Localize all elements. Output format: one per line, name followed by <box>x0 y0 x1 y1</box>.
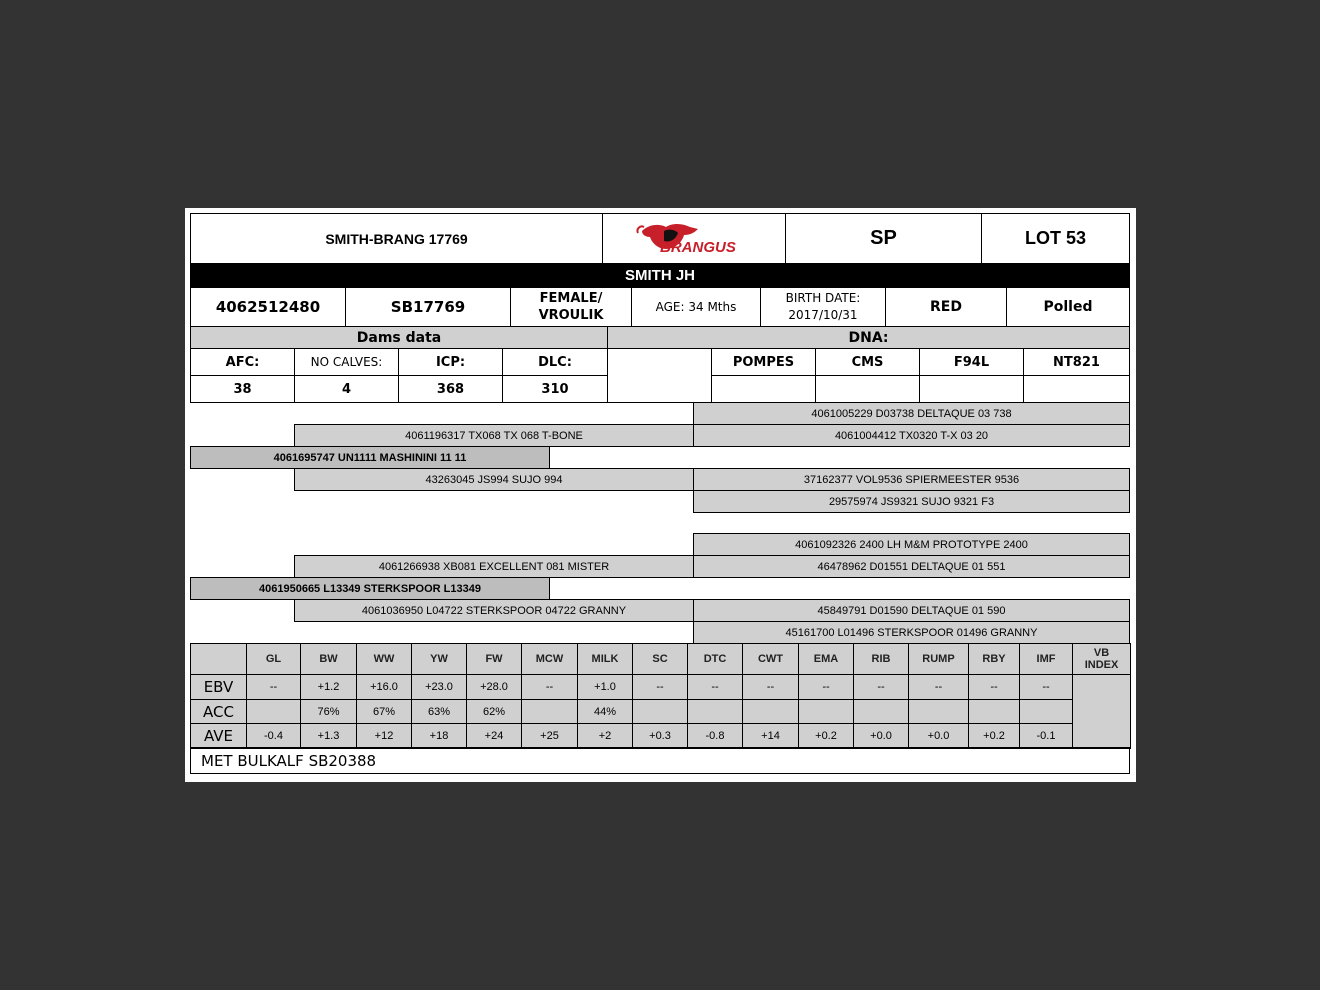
ebv-cell-ebv-rby <box>968 674 1020 700</box>
pedigree-text: 4061092326 2400 LH M&M PROTOTYPE 2400 <box>795 538 1028 551</box>
pedigree-sire-dam <box>294 468 694 491</box>
sex-line-1: FEMALE/ <box>539 291 603 306</box>
ebv-cell-acc-ema <box>798 699 854 724</box>
classification-code: SP <box>870 227 897 249</box>
ebv-cell-ebv-ema <box>798 674 854 700</box>
pedigree-text: 45849791 D01590 DELTAQUE 01 590 <box>817 604 1006 617</box>
calves-label: NO CALVES: <box>310 355 383 369</box>
ebv-cell-acc-rump <box>908 699 969 724</box>
calves-value: 4 <box>341 381 352 397</box>
ebv-cell-acc-mcw <box>521 699 578 724</box>
ebv-col-rump <box>908 643 969 675</box>
pedigree-text: 4061036950 L04722 STERKSPOOR 04722 GRANNY <box>361 604 627 617</box>
colour-cell <box>885 287 1007 327</box>
ebv-cell-ave-sc <box>632 723 688 749</box>
ebv-col-rby <box>968 643 1020 675</box>
ebv-col-mcw-text: MCW <box>535 653 564 665</box>
ebv-row-label-ebv <box>190 674 247 700</box>
vb-index-line-1: VB <box>1093 647 1110 659</box>
ebv-cell-ave-bw-text: +1.3 <box>317 730 340 742</box>
ebv-cell-ebv-dtc <box>687 674 743 700</box>
ebv-cell-acc-gl <box>246 699 301 724</box>
lot-cell <box>981 213 1130 264</box>
ebv-cell-ebv-bw <box>300 674 357 700</box>
ebv-cell-ave-gl <box>246 723 301 749</box>
ebv-cell-ave-rby-text: +0.2 <box>983 730 1005 742</box>
pedigree-sire-sire <box>294 424 694 447</box>
ebv-cell-ave-ww-text: +12 <box>374 730 394 742</box>
dams-header-icp <box>398 348 503 376</box>
dams-title-cell <box>190 326 608 349</box>
animal-id-cell <box>190 287 346 327</box>
dna-value-pompes <box>711 375 816 403</box>
sale-card <box>185 208 1136 782</box>
ebv-col-cwt-text: CWT <box>757 653 784 665</box>
vb-index-line-2: INDEX <box>1084 659 1119 671</box>
ebv-cell-ebv-imf-text: -- <box>1042 681 1050 693</box>
pedigree-text: 4061196317 TX068 TX 068 T-BONE <box>405 429 583 442</box>
dams-value-calves <box>294 375 399 403</box>
horn-status: Polled <box>1043 299 1093 315</box>
dams-header-afc <box>190 348 295 376</box>
ebv-cell-ave-mcw-text: +25 <box>540 730 559 742</box>
registration-number: SB17769 <box>390 298 466 316</box>
dna-header-pompes <box>711 348 816 376</box>
breeder-name: SMITH JH <box>624 267 695 284</box>
birth-date-cell <box>760 287 886 327</box>
ebv-col-bw-text: BW <box>319 653 338 665</box>
pedigree-text: 45161700 L01496 STERKSPOOR 01496 GRANNY <box>785 626 1038 639</box>
ebv-col-yw <box>411 643 467 675</box>
ebv-cell-ebv-rump <box>908 674 969 700</box>
ebv-col-gl-text: GL <box>265 653 282 665</box>
ebv-row-label-acc <box>190 699 247 724</box>
afc-label: AFC: <box>225 354 260 370</box>
ebv-cell-ebv-ww <box>356 674 412 700</box>
reg-cell <box>345 287 511 327</box>
pedigree-text: 4061004412 TX0320 T-X 03 20 <box>834 429 989 442</box>
pedigree-dss <box>693 533 1130 556</box>
ebv-col-cwt <box>742 643 799 675</box>
ebv-cell-ebv-mcw <box>521 674 578 700</box>
birth-date-label: BIRTH DATE: <box>785 291 861 305</box>
logo-cell <box>602 213 786 264</box>
ebv-cell-acc-ww <box>356 699 412 724</box>
ebv-col-rump-text: RUMP <box>922 653 955 665</box>
ebv-cell-ave-imf-text: -0.1 <box>1036 730 1056 742</box>
logo-text: BRANGUS <box>660 238 736 256</box>
icp-label: ICP: <box>435 354 466 370</box>
dna-value-cms <box>815 375 920 403</box>
pedigree-text: 4061950665 L13349 STERKSPOOR L13349 <box>259 582 481 595</box>
sex-cell <box>510 287 632 327</box>
ebv-cell-ave-cwt-text: +14 <box>761 730 780 742</box>
ebv-cell-ave-ema-text: +0.2 <box>815 730 837 742</box>
ebv-cell-ebv-sc-text: -- <box>656 681 664 693</box>
icp-value: 368 <box>436 381 465 397</box>
ebv-cell-ebv-sc <box>632 674 688 700</box>
ebv-col-rib-text: RIB <box>871 653 891 665</box>
ebv-col-milk-text: MILK <box>591 653 619 665</box>
dna-title-cell <box>607 326 1130 349</box>
dna-header-nt821 <box>1023 348 1130 376</box>
ebv-cell-acc-cwt <box>742 699 799 724</box>
pedigree-text: 46478962 D01551 DELTAQUE 01 551 <box>817 560 1006 573</box>
ebv-cell-ebv-bw-text: +1.2 <box>317 681 340 693</box>
ebv-cell-acc-yw-text: 63% <box>427 705 451 718</box>
ebv-col-imf <box>1019 643 1073 675</box>
ebv-cell-ebv-rby-text: -- <box>990 681 998 693</box>
ebv-cell-ebv-yw <box>411 674 467 700</box>
ebv-col-dtc <box>687 643 743 675</box>
ebv-cell-acc-bw-text: 76% <box>317 705 340 718</box>
ebv-cell-acc-yw <box>411 699 467 724</box>
ebv-cell-ave-ww <box>356 723 412 749</box>
ebv-table <box>190 643 1130 748</box>
dna-title: DNA: <box>848 329 889 346</box>
breeder-band <box>190 263 1130 288</box>
dams-value-afc <box>190 375 295 403</box>
ebv-col-ww <box>356 643 412 675</box>
ebv-cell-acc-bw <box>300 699 357 724</box>
afc-value: 38 <box>233 381 252 397</box>
dams-value-icp <box>398 375 503 403</box>
pedigree-text: 37162377 VOL9536 SPIERMEESTER 9536 <box>803 473 1020 486</box>
ebv-cell-ebv-rump-text: -- <box>934 681 943 693</box>
pedigree-dam <box>190 577 550 600</box>
pedigree-dds <box>693 599 1130 622</box>
ebv-col-vb-index <box>1072 643 1131 675</box>
pedigree-dsd <box>693 555 1130 578</box>
ebv-col-yw-text: YW <box>430 653 448 665</box>
animal-name-cell <box>190 213 603 264</box>
ebv-cell-ave-ema <box>798 723 854 749</box>
animal-name: SMITH-BRANG 17769 <box>325 230 468 247</box>
footer-note: MET BULKALF SB20388 <box>201 751 377 770</box>
birth-date: 2017/10/31 <box>788 308 858 322</box>
pedigree-sire <box>190 446 550 469</box>
ebv-cell-ave-imf <box>1019 723 1073 749</box>
ebv-col-rib <box>853 643 909 675</box>
f94l-label: F94L <box>953 354 990 370</box>
ebv-cell-ave-rump-text: +0.0 <box>927 730 950 742</box>
ebv-cell-ebv-rib-text: -- <box>877 681 885 693</box>
ebv-cell-ebv-fw <box>466 674 522 700</box>
ebv-cell-ave-milk <box>577 723 633 749</box>
ebv-col-fw-text: FW <box>485 653 503 665</box>
ebv-col-ww-text: WW <box>373 653 395 665</box>
dams-value-dlc <box>502 375 608 403</box>
dna-header-cms <box>815 348 920 376</box>
ebv-row-label-ave <box>190 723 247 749</box>
ebv-cell-ebv-mcw-text: -- <box>545 681 554 693</box>
ebv-cell-ebv-yw-text: +23.0 <box>425 681 453 693</box>
ebv-cell-ebv-fw-text: +28.0 <box>480 681 508 693</box>
ebv-cell-ave-cwt <box>742 723 799 749</box>
ebv-cell-ebv-cwt-text: -- <box>766 681 775 693</box>
pedigree-sds <box>693 468 1130 491</box>
pedigree-dam-sire <box>294 555 694 578</box>
code-cell <box>785 213 982 264</box>
ebv-cell-acc-sc <box>632 699 688 724</box>
ebv-cell-ebv-gl <box>246 674 301 700</box>
ebv-col-fw <box>466 643 522 675</box>
ebv-cell-ave-fw-text: +24 <box>484 730 504 742</box>
ebv-cell-acc-milk-text: 44% <box>593 705 617 718</box>
ebv-cell-acc-fw <box>466 699 522 724</box>
pedigree-sss <box>693 402 1130 425</box>
ebv-col-milk <box>577 643 633 675</box>
ebv-cell-ave-yw-text: +18 <box>429 730 449 742</box>
ebv-row-label-acc-text: ACC <box>203 702 234 721</box>
ebv-cell-acc-milk <box>577 699 633 724</box>
pedigree-text: 43263045 JS994 SUJO 994 <box>425 473 563 486</box>
ebv-cell-ebv-milk-text: +1.0 <box>594 681 616 693</box>
ebv-cell-acc-rib <box>853 699 909 724</box>
ebv-cell-ave-rib-text: +0.0 <box>870 730 892 742</box>
age-cell <box>631 287 761 327</box>
dams-header-calves <box>294 348 399 376</box>
colour: RED <box>930 299 962 315</box>
ebv-cell-ave-fw <box>466 723 522 749</box>
ebv-cell-ave-milk-text: +2 <box>598 730 612 742</box>
dna-header-f94l <box>919 348 1024 376</box>
ebv-cell-ebv-gl-text: -- <box>269 681 278 693</box>
ebv-cell-ebv-rib <box>853 674 909 700</box>
dna-value-nt821 <box>1023 375 1130 403</box>
sex-line-2: VROULIK <box>538 308 604 323</box>
horn-cell <box>1006 287 1130 327</box>
ebv-cell-ebv-ww-text: +16.0 <box>370 681 398 693</box>
pedigree-text: 4061695747 UN1111 MASHININI 11 11 <box>273 451 467 464</box>
ebv-col-imf-text: IMF <box>1036 653 1056 665</box>
pedigree-ssd <box>693 424 1130 447</box>
ebv-cell-ebv-imf <box>1019 674 1073 700</box>
ebv-cell-ebv-ema-text: -- <box>822 681 830 693</box>
ebv-cell-acc-dtc <box>687 699 743 724</box>
dna-blank-cell <box>607 348 712 403</box>
ebv-cell-ave-rump <box>908 723 969 749</box>
ebv-cell-acc-ww-text: 67% <box>372 705 396 718</box>
ebv-col-ema-text: EMA <box>813 653 839 665</box>
dams-header-dlc <box>502 348 608 376</box>
pedigree-text: 4061005229 D03738 DELTAQUE 03 738 <box>811 407 1012 420</box>
pedigree-text: 4061266938 XB081 EXCELLENT 081 MISTER <box>378 560 610 573</box>
ebv-col-sc-text: SC <box>652 653 668 665</box>
ebv-cell-ebv-cwt <box>742 674 799 700</box>
ebv-col-rby-text: RBY <box>982 653 1006 665</box>
cms-label: CMS <box>851 354 884 370</box>
pedigree-ddd <box>693 621 1130 644</box>
ebv-cell-ave-bw <box>300 723 357 749</box>
ebv-cell-ebv-milk <box>577 674 633 700</box>
age: AGE: 34 Mths <box>655 300 737 314</box>
ebv-cell-ave-rby <box>968 723 1020 749</box>
ebv-col-ema <box>798 643 854 675</box>
ebv-cell-ave-yw <box>411 723 467 749</box>
dams-title: Dams data <box>356 329 442 346</box>
ebv-col-dtc-text: DTC <box>703 653 727 665</box>
ebv-cell-ave-mcw <box>521 723 578 749</box>
lot-number: LOT 53 <box>1024 228 1086 248</box>
ebv-cell-ebv-dtc-text: -- <box>711 681 719 693</box>
ebv-row-label-ave-text: AVE <box>203 727 234 745</box>
brangus-logo <box>634 219 754 259</box>
ebv-col-bw <box>300 643 357 675</box>
dna-value-f94l <box>919 375 1024 403</box>
pedigree-text: 29575974 JS9321 SUJO 9321 F3 <box>828 495 995 508</box>
ebv-cell-ave-rib <box>853 723 909 749</box>
animal-id: 4062512480 <box>215 298 321 316</box>
dlc-value: 310 <box>541 381 569 397</box>
ebv-cell-ave-dtc <box>687 723 743 749</box>
ebv-vb-index-value <box>1072 674 1131 749</box>
pedigree-sdd <box>693 490 1130 513</box>
dlc-label: DLC: <box>538 354 572 370</box>
footer-note-cell <box>190 747 1130 774</box>
ebv-cell-ave-dtc-text: -0.8 <box>705 730 725 742</box>
nt821-label: NT821 <box>1053 354 1100 370</box>
ebv-cell-ave-gl-text: -0.4 <box>264 730 283 742</box>
ebv-cell-acc-imf <box>1019 699 1073 724</box>
ebv-col-mcw <box>521 643 578 675</box>
pedigree-dam-dam <box>294 599 694 622</box>
ebv-cell-acc-rby <box>968 699 1020 724</box>
ebv-cell-acc-fw-text: 62% <box>482 705 506 718</box>
pompes-label: POMPES <box>732 354 795 370</box>
ebv-col-sc <box>632 643 688 675</box>
ebv-row-label-ebv-text: EBV <box>203 678 234 696</box>
ebv-cell-ave-sc-text: +0.3 <box>649 730 671 742</box>
ebv-corner <box>190 643 247 675</box>
ebv-col-gl <box>246 643 301 675</box>
